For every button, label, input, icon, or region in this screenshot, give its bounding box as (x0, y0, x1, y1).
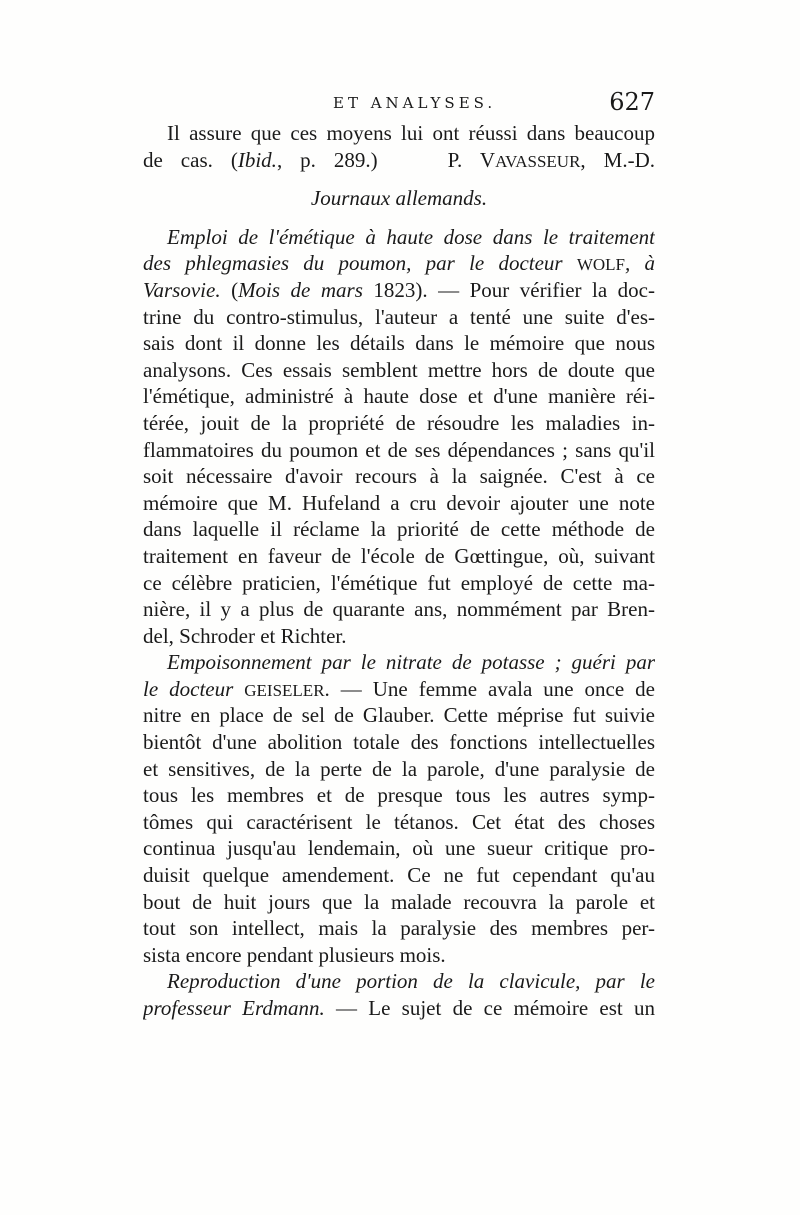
text-line: continua jusqu'au lendemain, où une sueur critique pro- (143, 836, 655, 861)
text-line: l'émétique, administré à haute dose et d'une manière réi- (143, 384, 655, 409)
text-line: del, Schroder et Richter. (143, 623, 347, 648)
text-line: trine du contro-stimulus, l'auteur a tenté une suite d'es- (143, 304, 655, 329)
page-header (143, 88, 655, 122)
text-line: le docteur GEISELER. — Une femme avala une once de (143, 676, 655, 701)
article-title-line: Emploi de l'émétique à haute dose dans le traitement (167, 224, 655, 249)
text-line: dans laquelle il réclame la priorité de cette méthode de (143, 517, 655, 542)
text-line: tout son intellect, mais la paralysie des membres per- (143, 916, 655, 941)
text-line: nière, il y a plus de quarante ans, nommément par Bren- (143, 597, 655, 622)
title-part: professeur Erdmann. (143, 996, 325, 1020)
text-line: mémoire que M. Hufeland a cru devoir ajouter une note (143, 490, 655, 515)
ibid-ref: Ibid. (237, 147, 277, 172)
title-part: , à (625, 251, 655, 276)
place-name: Varsovie. (143, 277, 221, 302)
text-line: professeur Erdmann. — Le sujet de ce mémoire est un (143, 996, 655, 1020)
text-line: Varsovie. (Mois de mars 1823). — Pour vérifier la doc- (143, 277, 655, 302)
text-line: térée, jouit de la propriété de résoudre les maladies in- (143, 410, 655, 435)
text-line: de cas. (Ibid., p. 289.) P. VAVASSEUR, M.-D. (143, 147, 655, 172)
text-line: ce célèbre praticien, l'émétique fut employé de cette ma- (143, 570, 655, 595)
date-ref: Mois de mars (238, 277, 363, 302)
text-line: Il assure que ces moyens lui ont réussi dans beaucoup (167, 121, 655, 145)
text-line: duisit quelque amendement. Ce ne fut cependant qu'au (143, 863, 655, 888)
article-title-line: Reproduction d'une portion de la clavicule, par le (167, 969, 655, 994)
text-line: analysons. Ces essais semblent mettre hors de doute que (143, 357, 655, 382)
text-line: traitement en faveur de l'école de Gœttingue, où, suivant (143, 543, 655, 568)
text-line: sista encore pendant plusieurs mois. (143, 942, 446, 967)
text-line: soit nécessaire d'avoir recours à la saignée. C'est à ce (143, 464, 655, 489)
text-line: tous les membres et de presque tous les autres symp- (143, 783, 655, 808)
article-title-line: Empoisonnement par le nitrate de potasse ; guéri par (167, 650, 655, 675)
text-line: nitre en place de sel de Glauber. Cette méprise fut suivie (143, 703, 655, 728)
text-line: et sensitives, de la perte de la parole, d'une paralysie de (143, 756, 655, 781)
title-part: des phlegmasies du poumon, par le docteur (143, 251, 577, 276)
text-line: tômes qui caractérisent le tétanos. Cet état des choses (143, 809, 655, 834)
author-name: WOLF (576, 255, 626, 275)
page-number: 627 (609, 88, 655, 116)
author-name: GEISELER (244, 680, 325, 700)
article-title-line (143, 250, 655, 277)
text-line: flammatoires du poumon et de ses dépendances ; sans qu'il (143, 437, 655, 462)
title-part: le docteur (143, 676, 245, 701)
body-text (143, 120, 655, 1022)
text-line: sais dont il donne les détails dans le mémoire que nous (143, 331, 655, 356)
running-head: ET ANALYSES. (333, 94, 497, 112)
section-heading: Journaux allemands. (310, 186, 488, 211)
text-line: bientôt d'une abolition totale des fonctions intellectuelles (143, 730, 655, 755)
text-line: bout de huit jours que la malade recouvra la parole et (143, 889, 655, 914)
